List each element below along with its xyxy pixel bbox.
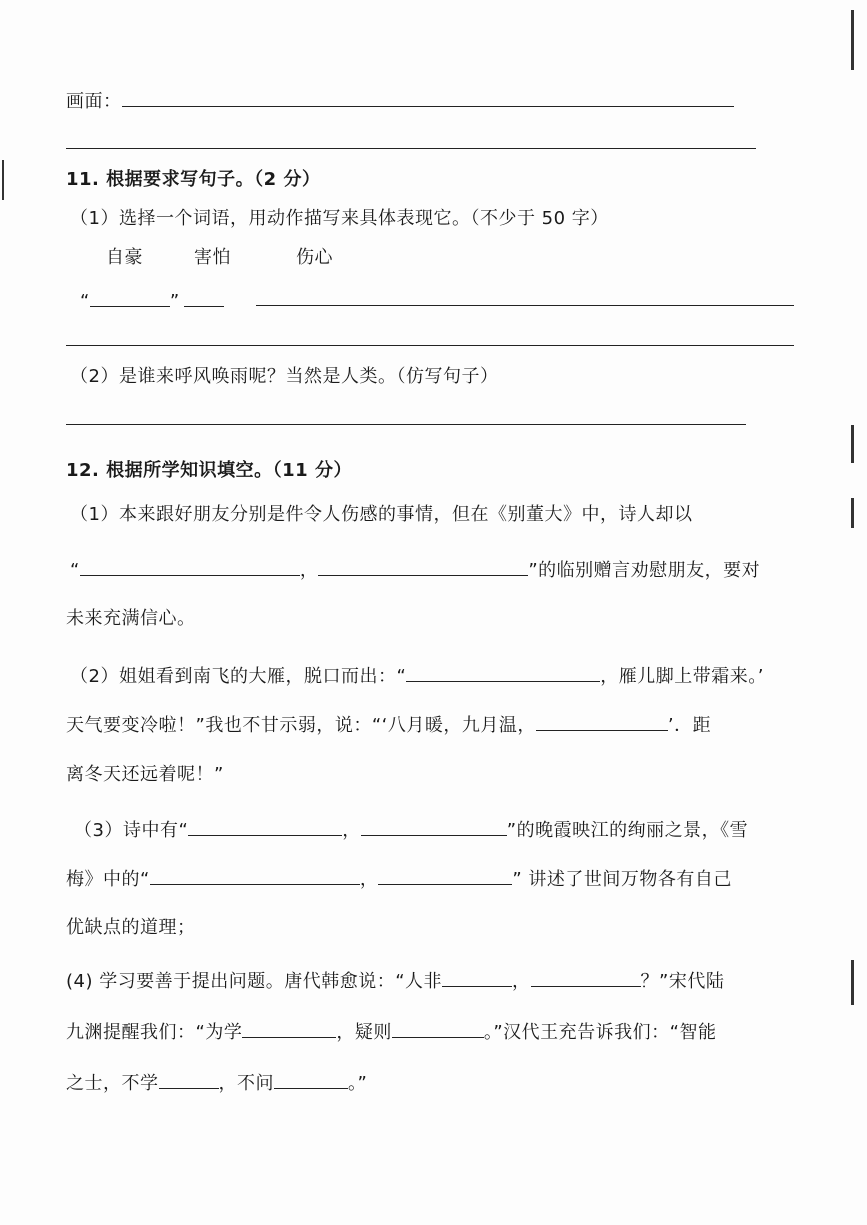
- comma: ，: [299, 560, 319, 581]
- comma: ，: [359, 869, 379, 890]
- word-choice[interactable]: 伤心: [296, 247, 333, 268]
- p4-line3-mid: ，不问: [218, 1073, 274, 1094]
- p4-line3-start: 之士，不学: [66, 1073, 159, 1094]
- q12-p2-line3: 离冬天还远着呢！”: [66, 764, 224, 785]
- quote-blank[interactable]: [159, 1068, 219, 1089]
- picture-answer-line: [66, 86, 734, 115]
- quote-blank[interactable]: [531, 966, 641, 987]
- quote-blank[interactable]: [442, 966, 512, 987]
- word-choice[interactable]: 自豪: [106, 247, 143, 268]
- p3-line2-start: 梅》中的“: [66, 869, 150, 890]
- p4-line2-end: 。”汉代王充告诉我们：“智能: [483, 1022, 717, 1043]
- q12-p2-line2: [66, 710, 711, 739]
- p2-line2-start: 天气要变冷啦！”我也不甘示弱，说：“‘八月暖，九月温，: [66, 715, 536, 736]
- q12-p1-line1: （1）本来跟好朋友分别是件令人伤感的事情，但在《别董大》中，诗人却以: [70, 504, 693, 525]
- q12-p1-line3: 未来充满信心。: [66, 608, 196, 629]
- picture-blank[interactable]: [122, 86, 734, 107]
- q12-p4-line2: [66, 1017, 716, 1046]
- q12-p1-line2: [70, 555, 760, 584]
- scan-edge-mark: [851, 960, 854, 1005]
- chosen-word-blank[interactable]: [90, 286, 170, 307]
- p2-line2-end: ’．距: [667, 715, 712, 736]
- quote-blank[interactable]: [392, 1017, 484, 1038]
- q12-p2-line1: [70, 661, 764, 690]
- picture-label: 画面：: [66, 91, 122, 112]
- q12-title: 12. 根据所学知识填空。（11 分）: [66, 460, 352, 481]
- scan-edge-mark: [851, 10, 854, 70]
- p4-line2-start: 九渊提醒我们：“为学: [66, 1022, 243, 1043]
- answer-rule[interactable]: [256, 305, 794, 306]
- poem-blank[interactable]: [318, 555, 528, 576]
- q11-word-choices: [106, 245, 333, 271]
- poem-blank[interactable]: [361, 815, 507, 836]
- poem-blank[interactable]: [80, 555, 300, 576]
- q11-part2-text: （2）是谁来呼风唤雨呢？当然是人类。（仿写句子）: [70, 366, 499, 387]
- q12-p3-line2: [66, 864, 732, 893]
- p4-line3-end: 。”: [348, 1073, 368, 1094]
- answer-rule[interactable]: [66, 424, 746, 425]
- quote-blank[interactable]: [274, 1068, 348, 1089]
- close-quote: ”: [169, 291, 180, 312]
- scan-edge-mark: [2, 160, 4, 200]
- p1-line2-tail: ”的临别赠言劝慰朋友，要对: [528, 560, 761, 581]
- scan-edge-mark: [851, 425, 854, 463]
- p3-start: （3）诗中有“: [74, 820, 189, 841]
- answer-rule[interactable]: [66, 148, 756, 149]
- q12-p4-line1: [66, 966, 724, 995]
- q11-choice-answer-line: [80, 286, 224, 315]
- poem-blank[interactable]: [378, 864, 512, 885]
- p4-end1: ？”宋代陆: [640, 971, 725, 992]
- scan-edge-mark: [851, 498, 854, 528]
- short-blank[interactable]: [184, 286, 224, 307]
- p3-mid: ”的晚霞映江的绚丽之景，《雪: [506, 820, 749, 841]
- quote-blank[interactable]: [242, 1017, 336, 1038]
- q12-p3-line3: 优缺点的道理；: [66, 917, 196, 938]
- comma: ，: [512, 971, 531, 992]
- p4-line2-mid: ，疑则: [336, 1022, 392, 1043]
- p2-start: （2）姐姐看到南飞的大雁，脱口而出：“: [70, 666, 407, 687]
- comma: ，: [342, 820, 361, 841]
- proverb-blank[interactable]: [406, 661, 600, 682]
- q12-p3-line1: [74, 815, 748, 844]
- answer-rule[interactable]: [66, 345, 794, 346]
- word-choice[interactable]: 害怕: [194, 247, 231, 268]
- proverb-blank[interactable]: [536, 710, 668, 731]
- q11-part1-text: （1）选择一个词语，用动作描写来具体表现它。（不少于 50 字）: [70, 208, 609, 229]
- p3-line2-end: ” 讲述了世间万物各有自己: [512, 869, 732, 890]
- poem-blank[interactable]: [188, 815, 342, 836]
- open-quote: “: [70, 560, 80, 581]
- p2-mid: ，雁儿脚上带霜来。’: [600, 666, 765, 687]
- p4-start: (4) 学习要善于提出问题。唐代韩愈说：“人非: [66, 971, 443, 992]
- q12-p4-line3: [66, 1068, 367, 1097]
- q11-title: 11. 根据要求写句子。（2 分）: [66, 169, 321, 190]
- poem-blank[interactable]: [150, 864, 360, 885]
- open-quote: “: [80, 291, 90, 312]
